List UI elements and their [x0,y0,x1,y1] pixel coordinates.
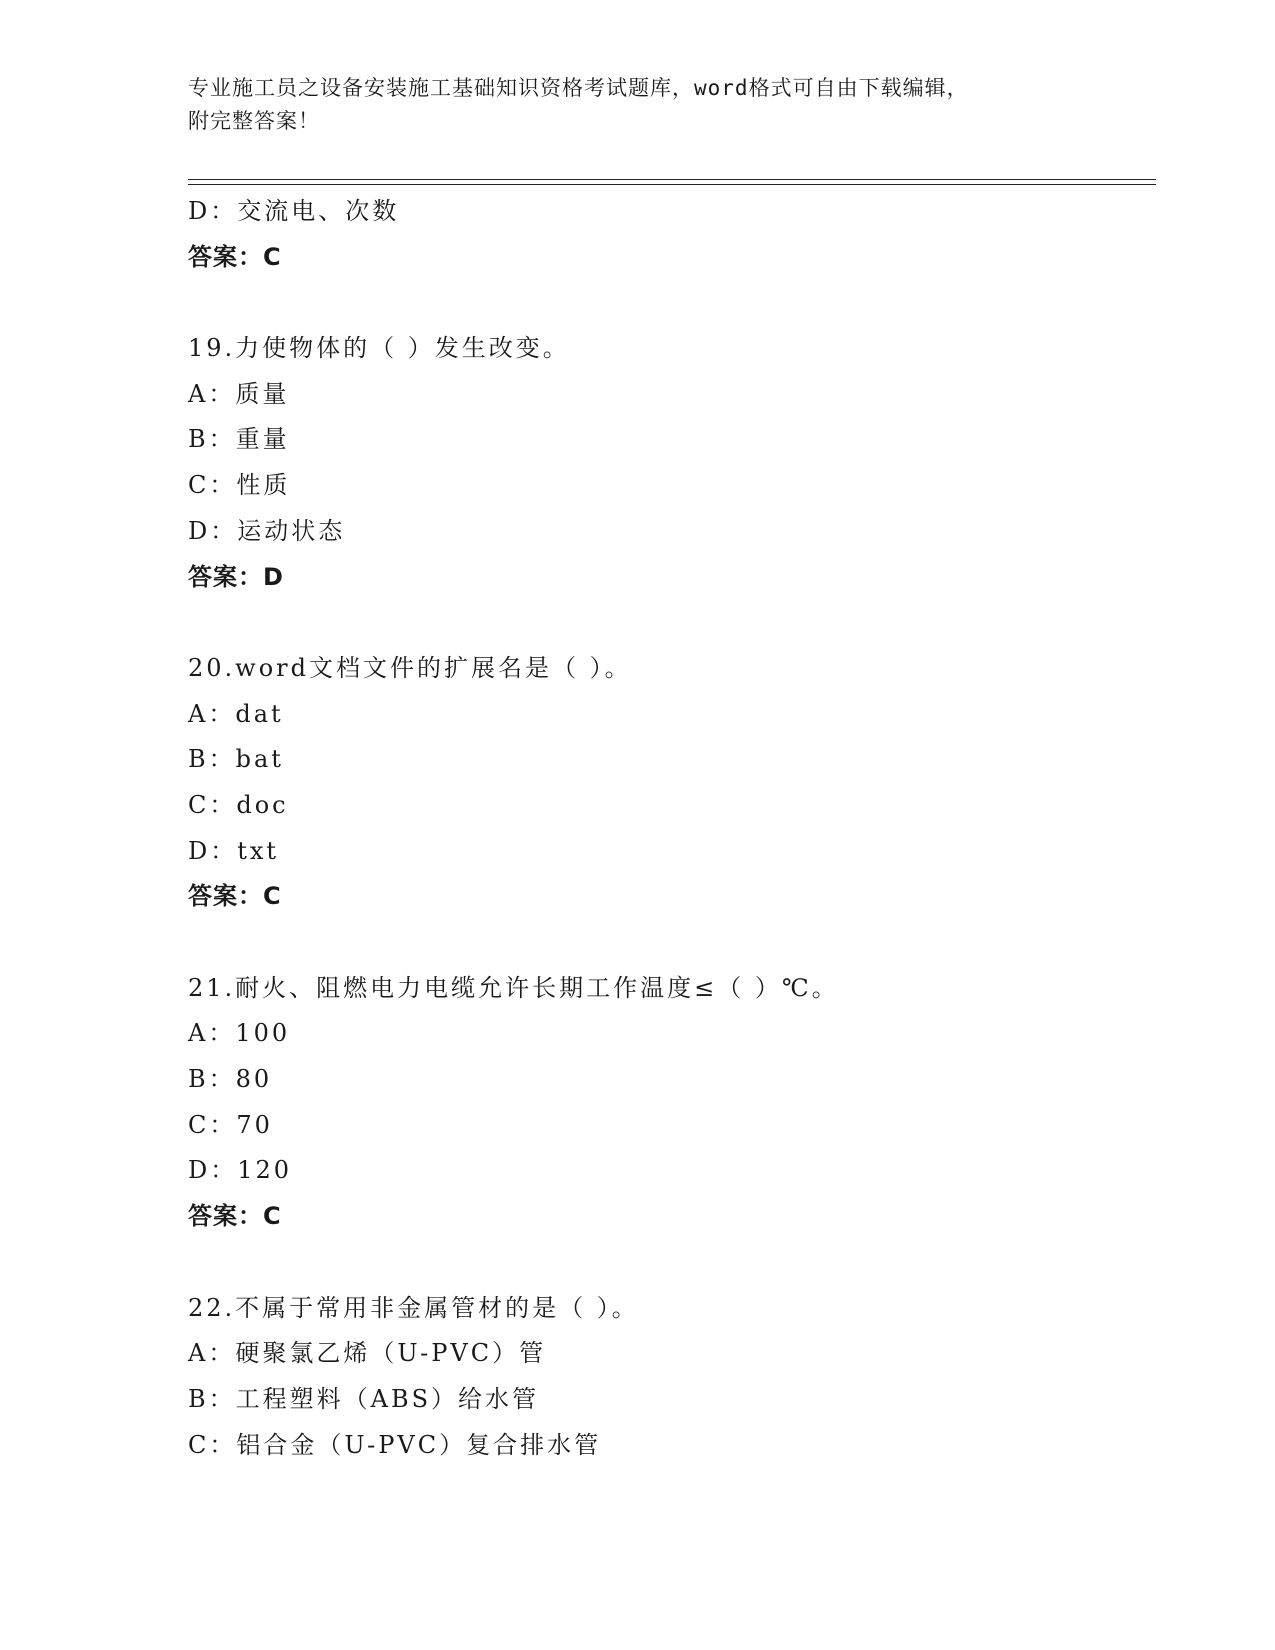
header-title-line-1: 专业施工员之设备安装施工基础知识资格考试题库，word格式可自由下载编辑， [188,76,969,100]
option-d: D：运动状态 [188,516,346,545]
option-a: A：质量 [188,379,290,408]
document-header [188,72,1088,138]
question-stem: 19.力使物体的（ ）发生改变。 [188,334,570,363]
answer-line: 答案：C [188,242,282,271]
header-rule-top [188,179,1156,180]
header-title-line-2: 附完整答案！ [188,109,320,133]
option-d: D：txt [188,836,280,865]
option-d: D：120 [188,1156,293,1185]
option-b: B：bat [188,745,284,774]
option-c: C：铝合金（U-PVC）复合排水管 [188,1430,602,1459]
option-a: A：硬聚氯乙烯（U-PVC）管 [188,1339,547,1368]
answer-line: 答案：C [188,1202,282,1231]
question-22 [188,1286,1156,1469]
question-list [188,189,1156,1468]
question-stem: 22.不属于常用非金属管材的是（ ）。 [188,1293,639,1322]
option-c: C：性质 [188,471,291,500]
answer-line: 答案：D [188,562,284,591]
spacer [188,280,1156,326]
question-19 [188,326,1156,600]
answer-line: 答案：C [188,882,282,911]
question-18-tail [188,189,1156,280]
option-b: B：工程塑料（ABS）给水管 [188,1384,540,1413]
option-b: B：80 [188,1065,273,1094]
option-d: D：交流电、次数 [188,197,400,225]
spacer [188,1240,1156,1286]
spacer [188,600,1156,646]
option-c: C：doc [188,790,289,819]
header-rule-bottom [188,184,1156,185]
question-20 [188,646,1156,920]
option-a: A：dat [188,699,284,728]
question-21 [188,966,1156,1240]
option-b: B：重量 [188,425,290,454]
question-stem: 21.耐火、阻燃电力电缆允许长期工作温度≤（ ）℃。 [188,973,839,1002]
option-c: C：70 [188,1110,273,1139]
spacer [188,920,1156,966]
question-stem: 20.word文档文件的扩展名是（ ）。 [188,653,632,682]
option-a: A：100 [188,1019,291,1048]
